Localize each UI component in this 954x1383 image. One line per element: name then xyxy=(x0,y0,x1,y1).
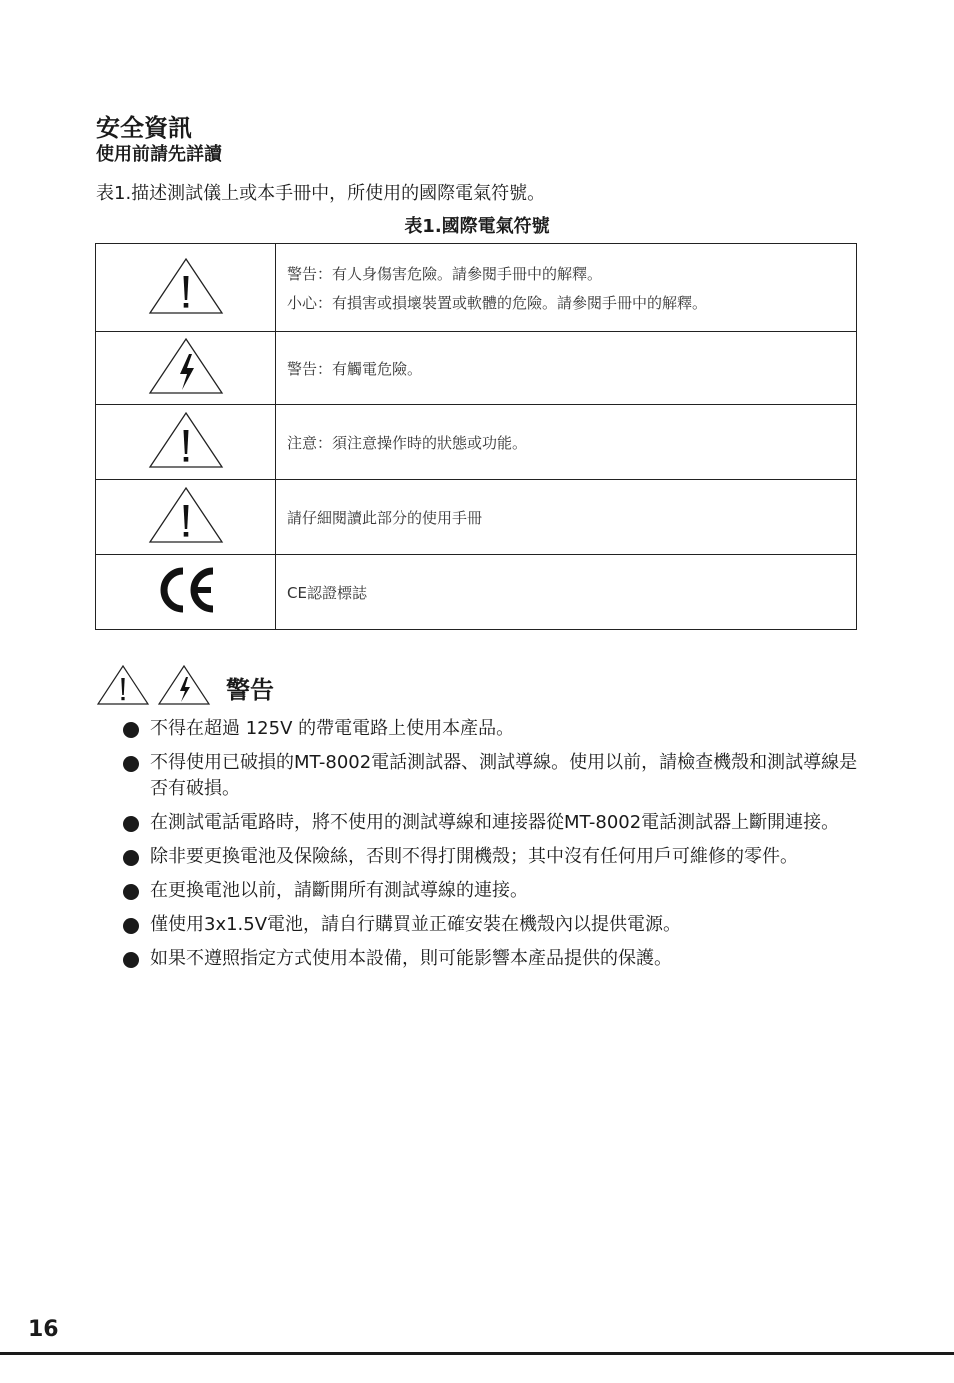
page-subtitle: 使用前請先詳讀 xyxy=(96,144,222,165)
warning-title: 警告 xyxy=(226,676,274,704)
list-item xyxy=(123,878,863,904)
warning-exclamation-icon xyxy=(96,664,150,706)
list-item xyxy=(123,716,863,742)
warning-text: 如果不遵照指定方式使用本設備，則可能影響本產品提供的保護。 xyxy=(150,948,672,969)
list-item xyxy=(123,912,863,938)
read-manual-icon xyxy=(147,485,225,545)
ce-mark-icon xyxy=(153,565,219,615)
warning-text: 不得在超過 125V 的帶電電路上使用本產品。 xyxy=(150,718,515,739)
bullet-icon xyxy=(123,884,139,900)
symbol-description: 小心：有損害或損壞裝置或軟體的危險。請參閱手冊中的解釋。 xyxy=(287,293,708,312)
bullet-icon xyxy=(123,722,139,738)
warning-list xyxy=(123,716,863,980)
warning-exclamation-icon xyxy=(147,256,225,316)
bullet-icon xyxy=(123,816,139,832)
list-item xyxy=(123,810,863,836)
warning-text: 不得使用已破損的MT-8002電話測試器、測試導線。使用以前，請檢查機殼和測試導線是否有破損。 xyxy=(150,752,858,799)
symbol-description: 警告：有人身傷害危險。請參閱手冊中的解釋。 xyxy=(287,264,603,283)
intro-text: 表1.描述測試儀上或本手冊中，所使用的國際電氣符號。 xyxy=(96,183,546,204)
table-row xyxy=(96,244,857,332)
list-item xyxy=(123,844,863,870)
symbol-description: 注意：須注意操作時的狀態或功能。 xyxy=(287,433,528,452)
warning-header-icons xyxy=(96,664,211,706)
bullet-icon xyxy=(123,918,139,934)
list-item xyxy=(123,750,863,802)
warning-text: 僅使用3x1.5V電池，請自行購買並正確安裝在機殼內以提供電源。 xyxy=(150,914,682,935)
warning-text: 在測試電話電路時，將不使用的測試導線和連接器從MT-8002電話測試器上斷開連接。 xyxy=(150,812,840,833)
list-item xyxy=(123,946,863,972)
electric-shock-icon xyxy=(147,336,225,396)
bullet-icon xyxy=(123,952,139,968)
symbols-table xyxy=(95,243,857,630)
table-row xyxy=(96,332,857,405)
warning-text: 在更換電池以前，請斷開所有測試導線的連接。 xyxy=(150,880,528,901)
table-row xyxy=(96,555,857,630)
table-row xyxy=(96,480,857,555)
electric-shock-icon xyxy=(157,664,211,706)
symbol-description: CE認證標誌 xyxy=(287,583,367,602)
symbol-description: 警告：有觸電危險。 xyxy=(287,359,423,378)
table-caption: 表1.國際電氣符號 xyxy=(404,216,550,237)
page-title: 安全資訊 xyxy=(96,114,192,142)
table-row xyxy=(96,405,857,480)
bullet-icon xyxy=(123,756,139,772)
bullet-icon xyxy=(123,850,139,866)
page-number: 16 xyxy=(28,1317,59,1342)
footer-divider xyxy=(0,1352,954,1355)
warning-text: 除非要更換電池及保險絲，否則不得打開機殼；其中沒有任何用戶可維修的零件。 xyxy=(150,846,798,867)
caution-exclamation-icon xyxy=(147,410,225,470)
symbol-description: 請仔細閱讀此部分的使用手冊 xyxy=(287,508,483,527)
